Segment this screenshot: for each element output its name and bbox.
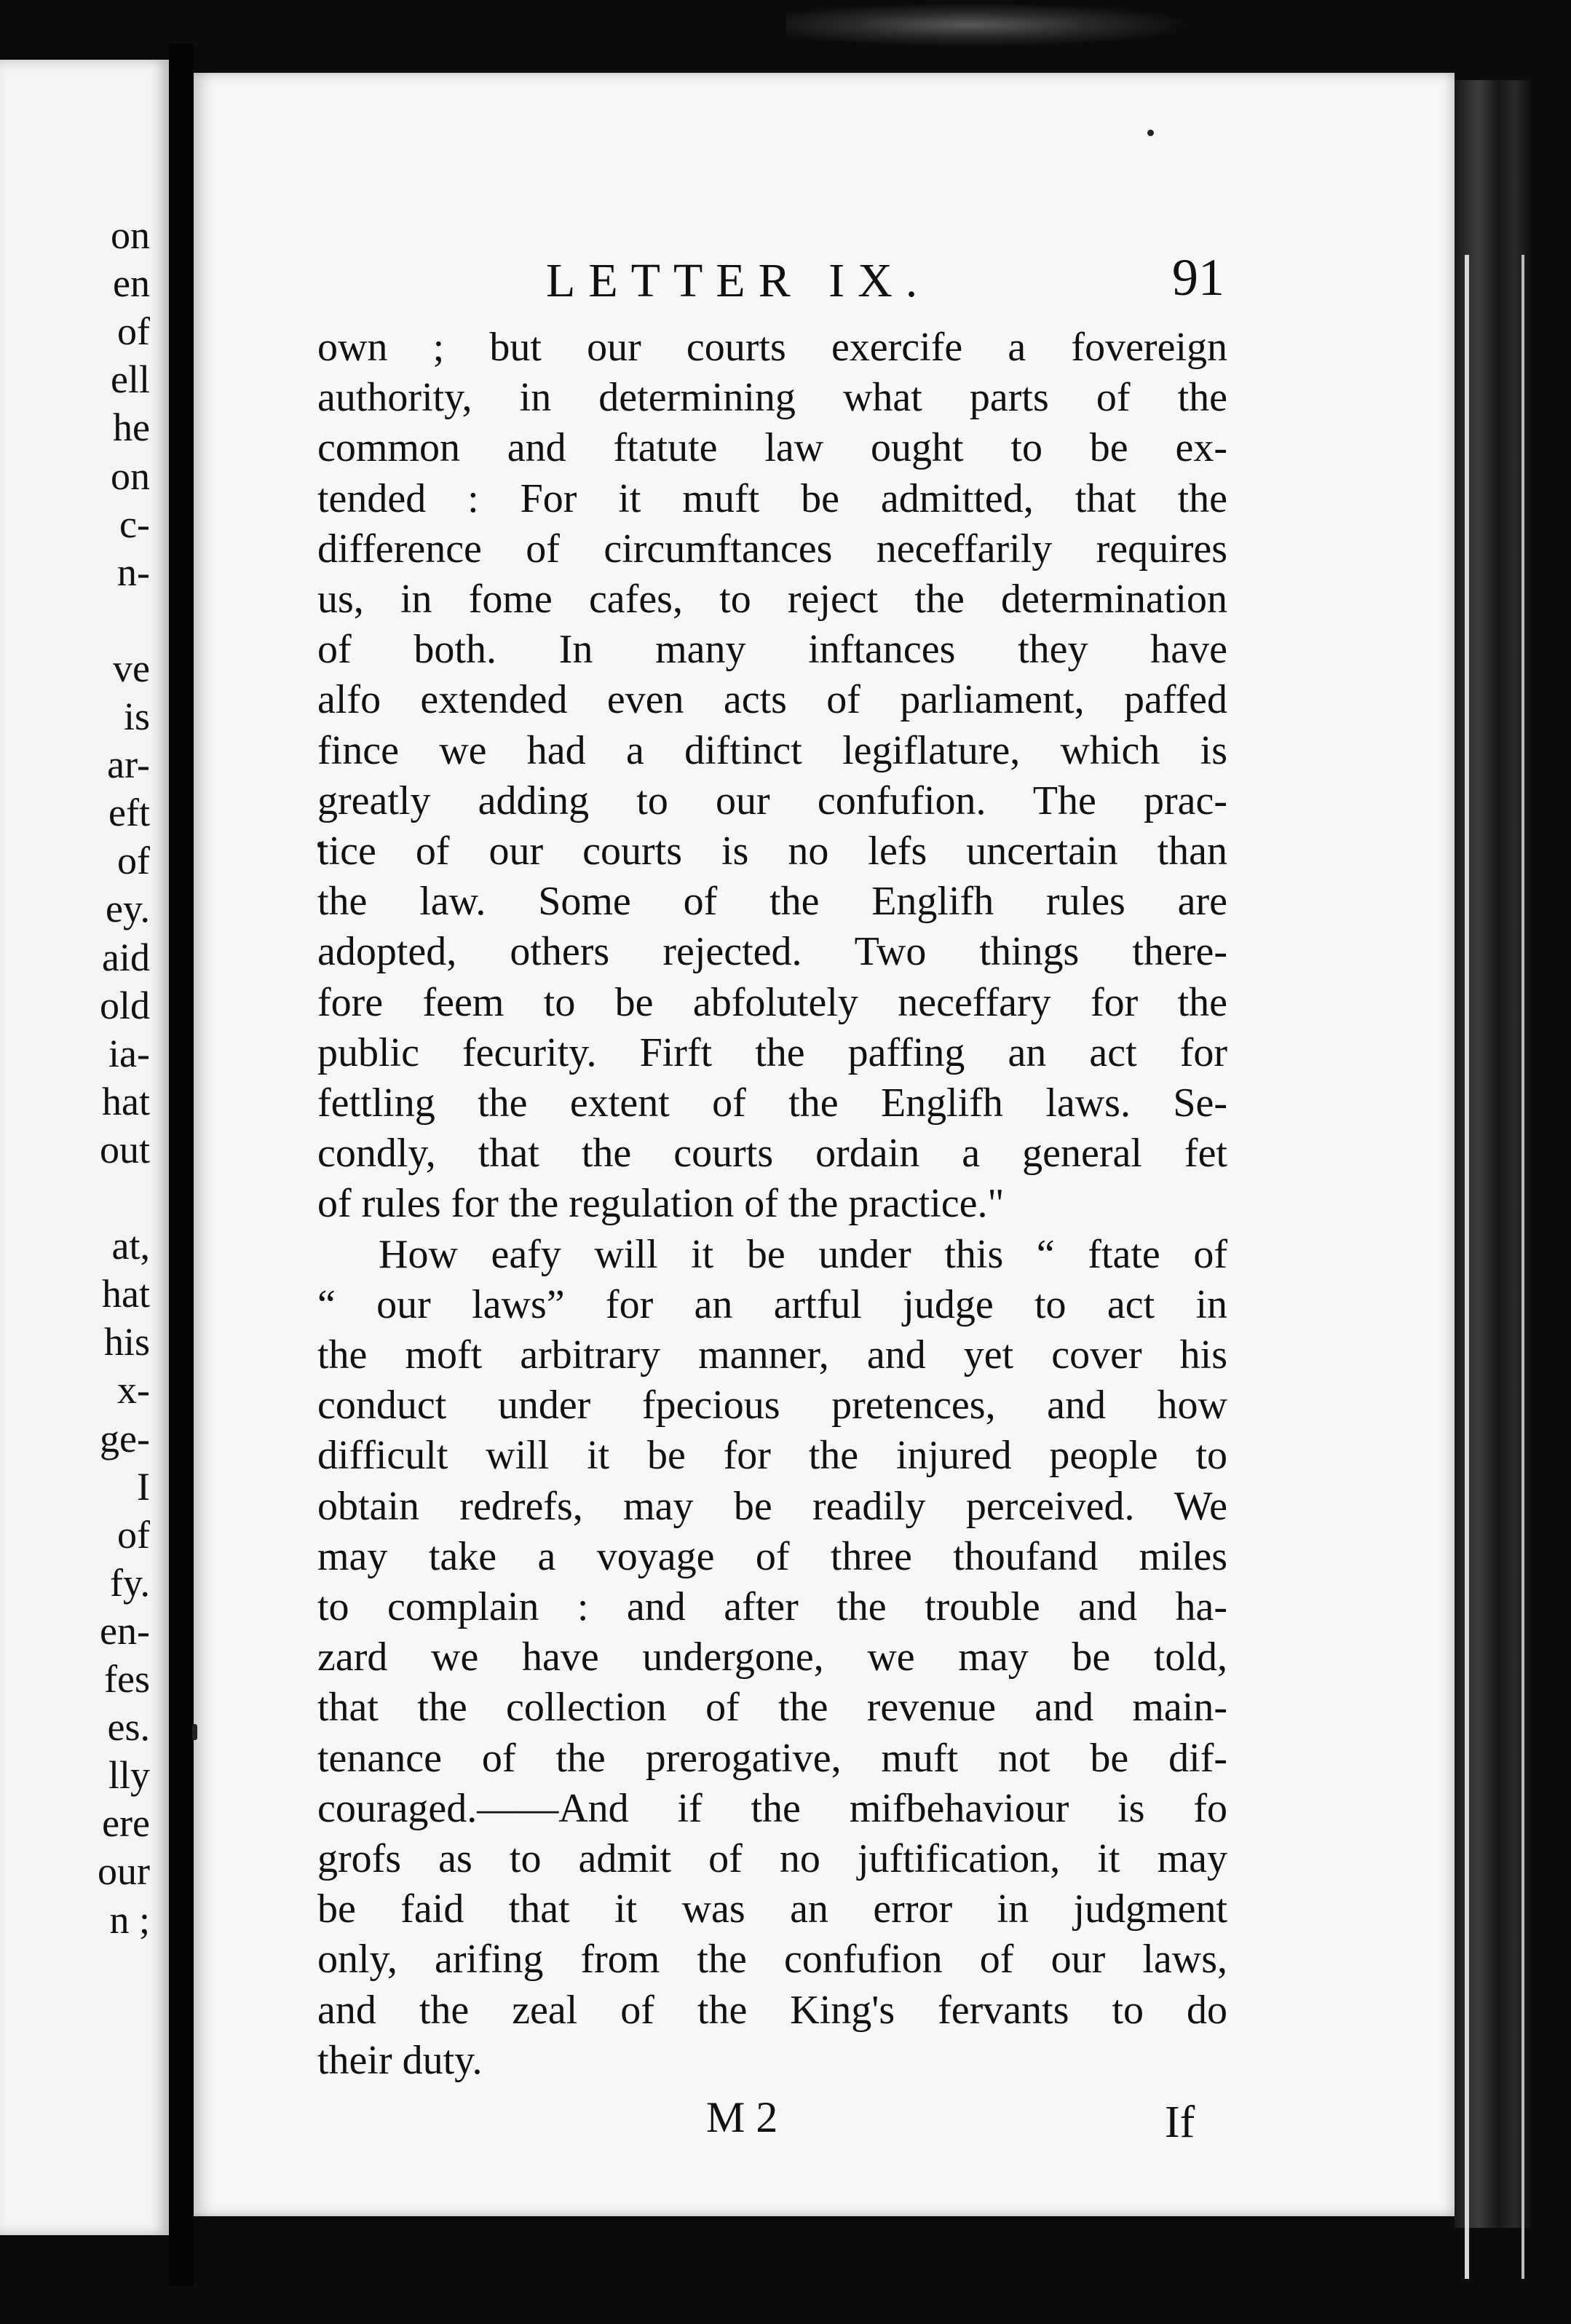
text-line: fettling the extent of the Englifh laws. Se- [317,1080,1227,1126]
text-line: conduct under fpecious pretences, and how [317,1383,1227,1428]
page-number: 91 [1172,248,1224,307]
text-line: be faid that it was an error in judgment [317,1886,1227,1932]
ink-speck [1147,130,1154,136]
book-gutter [169,44,194,2286]
left-page-text-fragment: en [113,261,150,306]
text-line: own ; but our courts exercife a fovereign [317,325,1227,370]
text-line: may take a voyage of three thoufand miles [317,1533,1227,1579]
text-line: fore feem to be abfolutely neceffary for the [317,979,1227,1025]
text-line: fince we had a diftinct legiflature, which is [317,727,1227,773]
left-page-text-fragment: hat [102,1079,150,1123]
left-page-text-fragment: ge- [100,1416,150,1461]
text-line: couraged.——And if the mifbehaviour is fo [317,1785,1227,1831]
left-page-text-fragment: n- [117,550,150,594]
left-page-text-fragment: of [117,839,150,883]
left-page-text-fragment: ve [113,646,150,690]
text-line: tended : For it muft be admitted, that the [317,475,1227,521]
text-line: obtain redrefs, may be readily perceived. We [317,1483,1227,1529]
text-line: of rules for the regulation of the practice." [317,1181,1005,1227]
left-page-text-fragment: ere [102,1801,150,1846]
left-page-text-fragment: x- [117,1368,150,1412]
text-line: their duty. [317,2037,483,2083]
left-page-text-fragment: on [111,213,150,257]
left-page-text-fragment: of [117,309,150,354]
text-line: us, in fome cafes, to reject the determination [317,577,1227,622]
fore-edge [1455,80,1535,2228]
text-line: How eafy will it be under this “ ftate of [379,1231,1227,1277]
text-line: condly, that the courts ordain a general fet [317,1131,1227,1177]
left-page-text-fragment: our [98,1849,150,1894]
text-line: grofs as to admit of no juftification, it may [317,1836,1227,1881]
text-line: public fecurity. Firft the paffing an act for [317,1029,1227,1075]
left-page-fragment [0,60,169,2235]
left-page-text-fragment: eft [108,791,150,835]
left-page-text-fragment: ar- [107,743,150,787]
text-line: alfo extended even acts of parliament, paffed [317,677,1227,723]
left-page-text-fragment: out [99,1127,150,1171]
fore-edge-line [1465,255,1469,2279]
left-page-text-fragment: en- [100,1608,150,1653]
text-line: difficult will it be for the injured people to [317,1433,1227,1479]
left-page-text-fragment: of [117,1512,150,1557]
left-page-text-fragment: c- [119,502,150,546]
left-page-text-fragment: at, [111,1224,150,1268]
text-line: to complain : and after the trouble and ha- [317,1584,1227,1629]
text-line: zard we have undergone, we may be told, [317,1635,1227,1680]
text-line: difference of circumftances neceffarily requires [317,526,1227,572]
text-line: authority, in determining what parts of the [317,375,1227,421]
text-line: and the zeal of the King's fervants to do [317,1987,1227,2033]
text-line: the law. Some of the Englifh rules are [317,879,1227,925]
text-line: that the collection of the revenue and main- [317,1685,1227,1731]
left-page-text-fragment: n ; [109,1897,150,1942]
left-page-text-fragment: hat [102,1272,150,1316]
left-page-text-fragment: aid [102,935,150,979]
left-page-text-fragment: I [137,1464,150,1509]
left-page-text-fragment: fes [104,1657,150,1701]
left-page-text-fragment: he [113,406,150,450]
text-line: tenance of the prerogative, muft not be dif- [317,1735,1227,1781]
running-header: LETTER IX. [546,254,931,307]
left-page-text-fragment: es. [107,1705,150,1750]
ink-speck [192,1724,197,1740]
catchword: If [1165,2098,1195,2147]
left-page-text-fragment: on [111,454,150,498]
left-page-text-fragment: fy. [110,1560,150,1605]
text-line: the moft arbitrary manner, and yet cover his [317,1332,1227,1378]
text-line: tice of our courts is no lefs uncertain than [317,829,1227,874]
text-line: of both. In many inftances they have [317,627,1227,673]
left-page-text-fragment: his [103,1320,150,1364]
text-line: adopted, others rejected. Two things there- [317,929,1227,975]
signature-mark: M 2 [706,2093,778,2141]
top-edge-smudge [786,3,1194,47]
fore-edge-line [1521,255,1524,2279]
text-line: common and ftatute law ought to be ex- [317,425,1227,471]
text-line: “ our laws” for an artful judge to act in [317,1281,1227,1327]
left-page-text-fragment: ell [111,357,150,402]
text-line: only, arifing from the confufion of our laws, [317,1937,1227,1983]
left-page-text-fragment: ey. [106,887,150,931]
left-page-text-fragment: lly [108,1753,150,1798]
left-page-text-fragment: is [123,695,150,738]
left-page-text-fragment: old [99,983,150,1027]
left-page-text-fragment: ia- [108,1031,150,1075]
text-line: greatly adding to our confufion. The prac- [317,778,1227,823]
